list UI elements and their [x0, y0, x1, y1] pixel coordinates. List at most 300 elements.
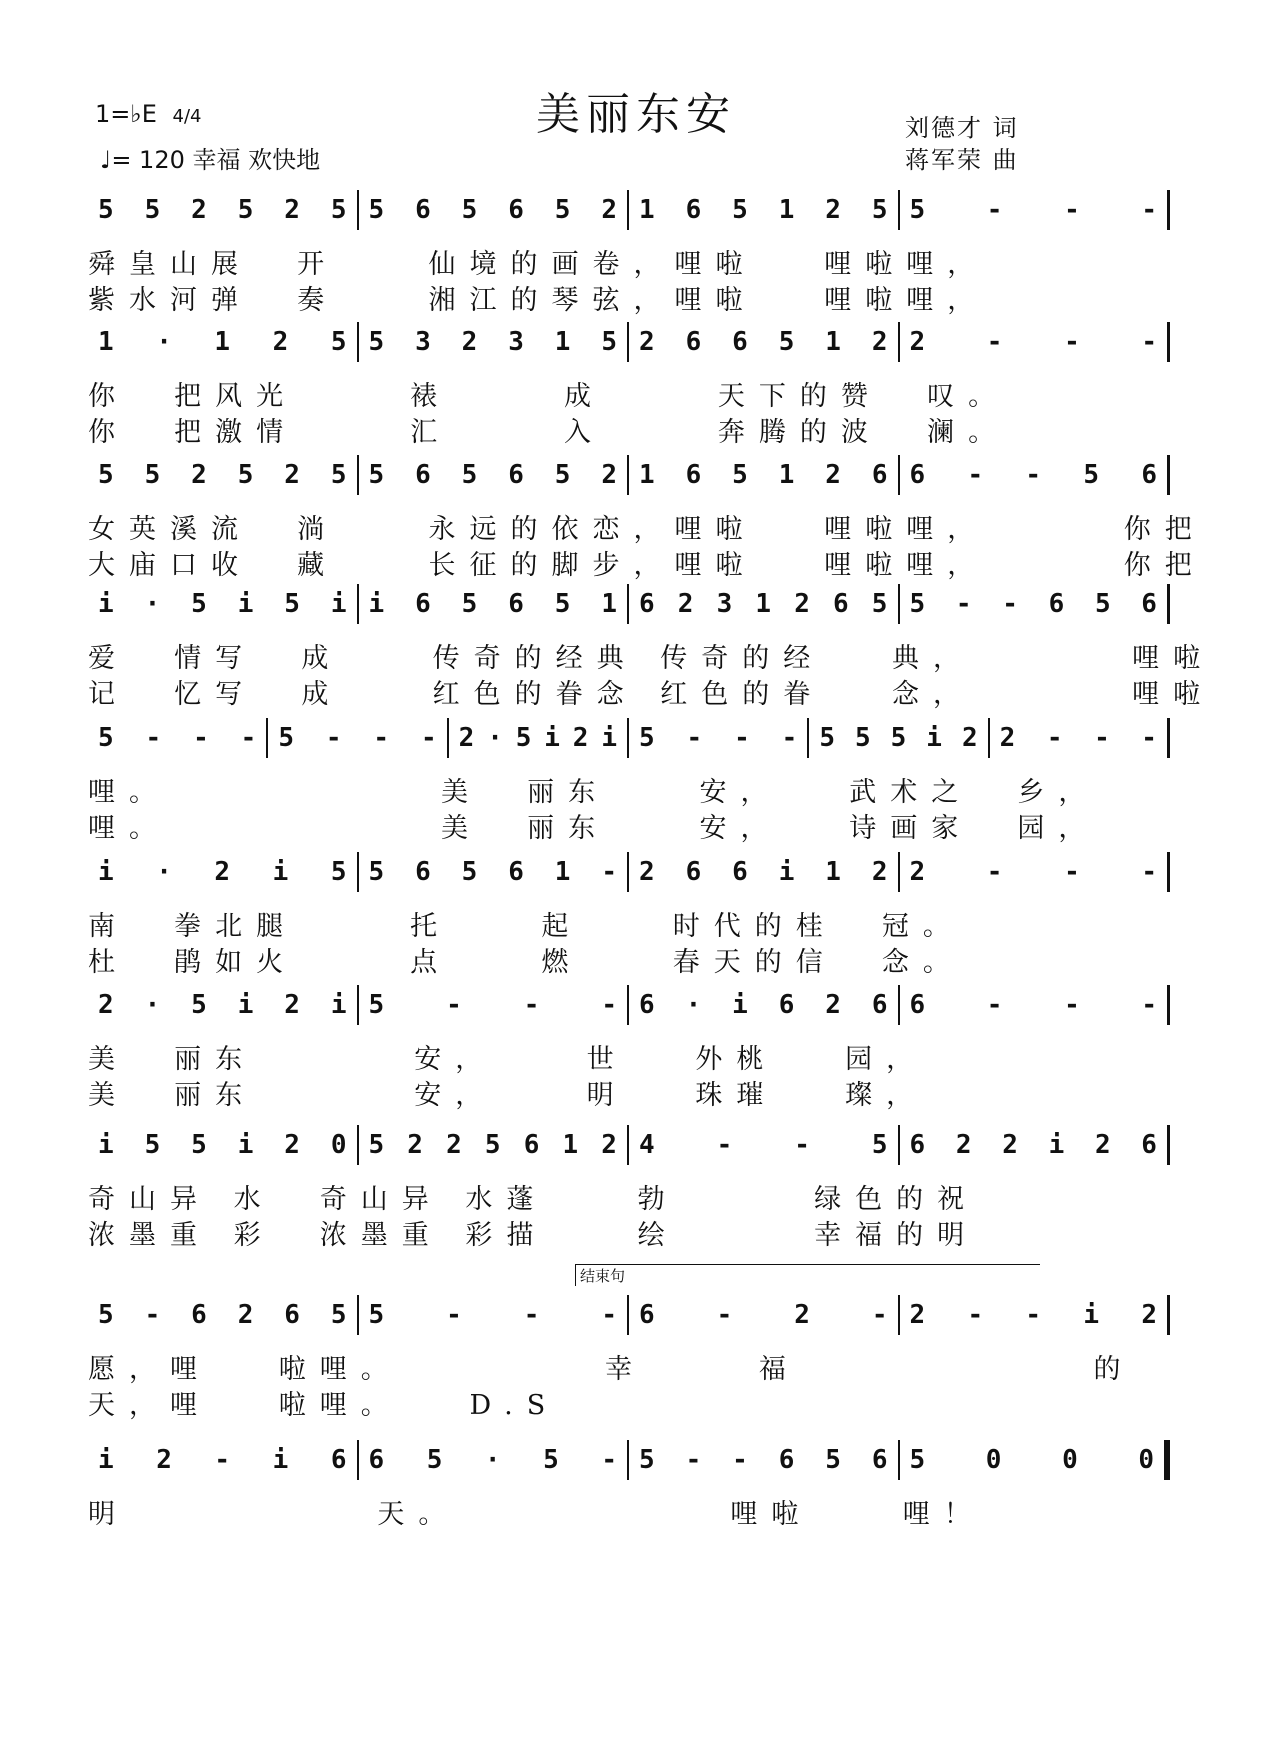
note: i [1048, 1130, 1065, 1160]
measure [629, 985, 900, 1025]
measure [268, 718, 448, 758]
measure [359, 322, 630, 362]
note: 5 [144, 195, 161, 225]
note: 5 [515, 723, 532, 753]
note: 5 [191, 990, 207, 1020]
measure [88, 190, 359, 230]
note: 2 [461, 327, 478, 357]
score-row [88, 852, 1170, 978]
note: 6 [508, 195, 524, 225]
note: 6 [415, 857, 431, 887]
note: 2 [191, 460, 207, 490]
note: · [144, 990, 161, 1020]
note: - [193, 723, 209, 753]
note: i [601, 723, 617, 753]
note: 2 [237, 1300, 254, 1330]
note: 5 [871, 589, 888, 619]
notation-line [88, 322, 1170, 362]
note: 1 [554, 327, 571, 357]
note: 5 [554, 195, 571, 225]
note: i [1083, 1300, 1100, 1330]
note: 2 [214, 857, 231, 887]
note: 5 [237, 460, 254, 490]
coda-ending-label: 结束句 [575, 1264, 1040, 1286]
note: - [1064, 990, 1080, 1020]
measure [359, 190, 630, 230]
note: 2 [825, 460, 841, 490]
note: 5 [191, 589, 207, 619]
note: · [156, 327, 172, 357]
note: 5 [98, 195, 114, 225]
note: 0 [1062, 1445, 1078, 1475]
key-label: 1=♭E [95, 100, 157, 128]
note: 6 [415, 460, 431, 490]
note: 2 [601, 195, 617, 225]
note: 2 [284, 460, 300, 490]
note: 5 [368, 195, 385, 225]
lyric-line: 浓墨重 彩 浓墨重 彩描 绘 幸福的明 [88, 1220, 979, 1251]
note: 2 [284, 195, 300, 225]
composer-credit: 蒋军荣 曲 [905, 146, 1019, 174]
note: i [98, 1130, 114, 1160]
lyric-line: 杜 鹃如火 点 燃 春天的信 念。 [88, 947, 964, 978]
note: 6 [639, 1300, 655, 1330]
note: 0 [330, 1130, 347, 1160]
note: · [487, 723, 503, 753]
note: i [330, 589, 347, 619]
note: - [601, 857, 617, 887]
note: - [967, 1300, 984, 1330]
measure [900, 1295, 1171, 1335]
note: - [1141, 327, 1157, 357]
note: 5 [330, 857, 347, 887]
note: - [716, 1300, 733, 1330]
note: 5 [1094, 589, 1111, 619]
note: - [986, 990, 1003, 1020]
note: i [732, 990, 748, 1020]
lyricist-credit: 刘德才 词 [905, 114, 1019, 142]
note: 5 [368, 857, 385, 887]
note: 6 [284, 1300, 300, 1330]
note: 2 [955, 1130, 972, 1160]
note: i [544, 723, 560, 753]
note: 5 [144, 460, 161, 490]
note: 5 [237, 195, 254, 225]
note: - [686, 723, 703, 753]
note: 2 [909, 857, 926, 887]
note: 2 [794, 1300, 810, 1330]
note: - [240, 723, 257, 753]
note: - [1141, 195, 1157, 225]
note: 6 [508, 589, 524, 619]
measure [629, 190, 900, 230]
note: 5 [778, 327, 795, 357]
note: 5 [554, 589, 571, 619]
note: 2 [677, 589, 694, 619]
note: 2 [909, 1300, 926, 1330]
note: 2 [458, 723, 475, 753]
note: 5 [330, 1300, 347, 1330]
note: 5 [368, 990, 385, 1020]
score-row [88, 455, 1206, 581]
note: 1 [825, 857, 841, 887]
measure [900, 190, 1171, 230]
measure [88, 322, 359, 362]
notation-line [88, 1125, 1170, 1165]
note: 5 [871, 195, 888, 225]
measure [359, 455, 630, 495]
note: 1 [825, 327, 841, 357]
measure [88, 1125, 359, 1165]
note: - [1064, 327, 1080, 357]
tempo-marking: ♩= 120 幸福 欢快地 [100, 146, 321, 174]
note: · [156, 857, 172, 887]
note: - [523, 1300, 540, 1330]
note: 5 [909, 195, 926, 225]
measure [359, 1440, 630, 1480]
note: - [523, 990, 540, 1020]
note: 2 [961, 723, 978, 753]
note: i [330, 990, 347, 1020]
note: 0 [1138, 1445, 1154, 1475]
measure [359, 852, 630, 892]
measure [629, 322, 900, 362]
note: i [926, 723, 942, 753]
notation-line [88, 1440, 1170, 1480]
note: i [272, 857, 289, 887]
measure [629, 1125, 900, 1165]
note: 3 [716, 589, 733, 619]
note: 6 [1141, 589, 1157, 619]
measure [900, 322, 1171, 362]
note: 2 [639, 857, 655, 887]
measure [900, 985, 1171, 1025]
note: - [716, 1130, 733, 1160]
note: 5 [368, 327, 385, 357]
note: - [1141, 990, 1157, 1020]
note: 6 [909, 460, 926, 490]
note: 6 [871, 460, 888, 490]
note: 1 [639, 460, 655, 490]
note: 5 [484, 1130, 501, 1160]
score-row [88, 584, 1215, 710]
note: - [601, 1445, 617, 1475]
measure [990, 718, 1170, 758]
note: 6 [909, 1130, 926, 1160]
note: i [98, 589, 114, 619]
note: 5 [909, 589, 926, 619]
note: i [98, 1445, 114, 1475]
lyric-line: 大庙口收 藏 长征的脚步，哩啦 哩啦哩， 你把 [88, 550, 1206, 581]
note: 5 [732, 460, 748, 490]
note: i [778, 857, 795, 887]
note: 6 [778, 990, 795, 1020]
measure [88, 584, 359, 624]
note: 5 [461, 460, 478, 490]
note: 6 [639, 990, 655, 1020]
note: - [794, 1130, 810, 1160]
lyric-line: 奇山异 水 奇山异 水蓬 勃 绿色的祝 [88, 1184, 979, 1215]
lyric-line: 天，哩 啦哩。 D.S [88, 1390, 560, 1421]
note: 2 [98, 990, 114, 1020]
measure [629, 718, 809, 758]
note: 5 [368, 1130, 385, 1160]
note: 1 [98, 327, 114, 357]
measure [88, 1295, 359, 1335]
note: 6 [1141, 460, 1157, 490]
note: 5 [461, 589, 478, 619]
measure [629, 1295, 900, 1335]
notation-line [88, 190, 1170, 230]
note: - [145, 723, 162, 753]
note: - [685, 1445, 702, 1475]
note: 5 [871, 1130, 888, 1160]
note: 5 [732, 195, 748, 225]
note: 5 [98, 460, 114, 490]
note: 5 [330, 195, 347, 225]
note: - [1046, 723, 1063, 753]
measure [809, 718, 989, 758]
note: 2 [825, 990, 841, 1020]
note: 2 [871, 327, 888, 357]
note: - [1141, 723, 1157, 753]
score-row [88, 1125, 1170, 1251]
note: 6 [732, 857, 748, 887]
note: 2 [909, 327, 926, 357]
note: - [967, 460, 984, 490]
lyric-line: 哩。 美 丽东 安， 武术之 乡， [88, 777, 1100, 808]
note: - [986, 195, 1003, 225]
note: i [272, 1445, 289, 1475]
score-row [88, 718, 1170, 844]
note: - [325, 723, 342, 753]
note: - [781, 723, 798, 753]
note: 6 [508, 857, 524, 887]
notation-line [88, 1295, 1170, 1335]
lyric-line: 女英溪流 淌 永远的依恋，哩啦 哩啦哩， 你把 [88, 514, 1206, 545]
note: - [871, 1300, 888, 1330]
note: 6 [1141, 1130, 1157, 1160]
note: 2 [284, 1130, 300, 1160]
note: 5 [284, 589, 300, 619]
note: 5 [330, 327, 347, 357]
lyric-line: 美 丽东 安， 世 外桃 园， [88, 1044, 928, 1075]
note: 1 [601, 589, 617, 619]
note: 5 [98, 723, 114, 753]
note: · [484, 1445, 501, 1475]
note: - [955, 589, 972, 619]
note: - [1064, 195, 1080, 225]
note: 2 [191, 195, 207, 225]
lyric-line: 记 忆写 成 红色的眷念 红色的眷 念， 哩啦 [88, 679, 1215, 710]
note: 6 [508, 460, 524, 490]
note: 2 [156, 1445, 172, 1475]
note: 2 [446, 1130, 462, 1160]
note: i [237, 990, 254, 1020]
note: 1 [214, 327, 231, 357]
notation-line [88, 852, 1170, 892]
note: - [601, 1300, 617, 1330]
note: 1 [562, 1130, 579, 1160]
measure [449, 718, 629, 758]
note: - [1064, 857, 1080, 887]
measure [629, 852, 900, 892]
note: - [144, 1300, 161, 1330]
lyric-line: 美 丽东 安， 明 珠璀 璨， [88, 1080, 928, 1111]
lyric-line: 愿，哩 啦哩。 幸 福 的 [88, 1354, 1135, 1385]
score-row [88, 1295, 1170, 1421]
note: 5 [554, 460, 571, 490]
lyric-line: 你 把激情 汇 入 奔腾的波 澜。 [88, 417, 1010, 448]
note: 2 [601, 1130, 617, 1160]
note: 5 [601, 327, 617, 357]
note: 2 [1094, 1130, 1111, 1160]
measure [88, 985, 359, 1025]
measure [359, 1295, 630, 1335]
score-row [88, 985, 1170, 1111]
note: 2 [284, 990, 300, 1020]
note: 2 [999, 723, 1016, 753]
note: 5 [191, 1130, 207, 1160]
notation-line [88, 455, 1170, 495]
note: 5 [825, 1445, 841, 1475]
note: 6 [1048, 589, 1065, 619]
note: 5 [638, 723, 655, 753]
lyric-line: 舜皇山展 开 仙境的画卷，哩啦 哩啦哩， [88, 249, 989, 280]
measure [900, 852, 1171, 892]
note: 6 [415, 589, 431, 619]
measure [359, 584, 630, 624]
note: 5 [854, 723, 871, 753]
note: 5 [144, 1130, 161, 1160]
lyric-line: 你 把风光 裱 成 天下的赞 叹。 [88, 381, 1010, 412]
time-signature: 4/4 [172, 106, 202, 127]
note: 2 [272, 327, 289, 357]
note: 6 [415, 195, 431, 225]
note: 5 [278, 723, 294, 753]
measure [88, 455, 359, 495]
measure [900, 1440, 1171, 1480]
note: 6 [909, 990, 926, 1020]
note: 1 [778, 195, 795, 225]
note: - [214, 1445, 231, 1475]
note: - [1094, 723, 1110, 753]
note: - [420, 723, 437, 753]
note: 6 [685, 460, 702, 490]
note: 5 [819, 723, 835, 753]
note: 6 [732, 327, 748, 357]
note: 5 [890, 723, 907, 753]
note: 2 [639, 327, 655, 357]
score-row [88, 190, 1170, 316]
note: - [601, 990, 617, 1020]
note: - [446, 1300, 462, 1330]
note: - [986, 857, 1003, 887]
note: 6 [191, 1300, 207, 1330]
note: i [237, 589, 254, 619]
note: i [237, 1130, 254, 1160]
note: 5 [909, 1445, 926, 1475]
note: 1 [554, 857, 571, 887]
note: · [144, 589, 161, 619]
note: 6 [871, 990, 888, 1020]
note: 6 [778, 1445, 795, 1475]
note: 2 [825, 195, 841, 225]
note: 3 [508, 327, 524, 357]
note: 5 [543, 1445, 559, 1475]
notation-line [88, 718, 1170, 758]
measure [900, 455, 1171, 495]
note: 2 [871, 857, 888, 887]
lyric-line: 明 天。 哩啦 哩！ [88, 1499, 985, 1530]
measure [900, 584, 1171, 624]
lyric-line: 哩。 美 丽东 安， 诗画家 园， [88, 813, 1100, 844]
note: 5 [461, 195, 478, 225]
lyric-line: 南 拳北腿 托 起 时代的桂 冠。 [88, 911, 964, 942]
measure [88, 1440, 359, 1480]
note: 2 [794, 589, 810, 619]
note: - [1025, 460, 1042, 490]
note: 2 [572, 723, 589, 753]
note: 6 [685, 327, 702, 357]
note: 1 [639, 195, 655, 225]
note: 5 [368, 1300, 385, 1330]
score-row [88, 1440, 1170, 1530]
note: · [685, 990, 702, 1020]
note: - [986, 327, 1003, 357]
lyric-line: 爱 情写 成 传奇的经典 传奇的经 典， 哩啦 [88, 643, 1215, 674]
measure [359, 985, 630, 1025]
note: 2 [1141, 1300, 1157, 1330]
note: i [368, 589, 385, 619]
note: 5 [330, 460, 347, 490]
note: 2 [601, 460, 617, 490]
measure [900, 1125, 1171, 1165]
notation-line [88, 985, 1170, 1025]
measure [88, 852, 359, 892]
note: - [373, 723, 390, 753]
note: 6 [523, 1130, 540, 1160]
key-signature [95, 100, 201, 128]
note: i [98, 857, 114, 887]
note: 5 [426, 1445, 443, 1475]
note: - [1002, 589, 1018, 619]
note: 6 [685, 857, 702, 887]
note: - [1141, 857, 1157, 887]
lyric-line: 紫水河弹 奏 湘江的琴弦，哩啦 哩啦哩， [88, 285, 989, 316]
song-title: 美丽东安 [536, 89, 736, 140]
note: 3 [415, 327, 431, 357]
note: 0 [985, 1445, 1002, 1475]
note: - [732, 1445, 748, 1475]
note: - [1025, 1300, 1042, 1330]
measure [629, 584, 900, 624]
note: 1 [755, 589, 772, 619]
note: 6 [832, 589, 849, 619]
note: 2 [1002, 1130, 1018, 1160]
measure [629, 1440, 900, 1480]
note: 6 [871, 1445, 888, 1475]
note: 4 [639, 1130, 655, 1160]
note: 6 [368, 1445, 385, 1475]
measure [629, 455, 900, 495]
note: 5 [1083, 460, 1100, 490]
note: 5 [639, 1445, 655, 1475]
note: 5 [461, 857, 478, 887]
note: - [734, 723, 750, 753]
note: 6 [330, 1445, 347, 1475]
score-row [88, 322, 1170, 448]
